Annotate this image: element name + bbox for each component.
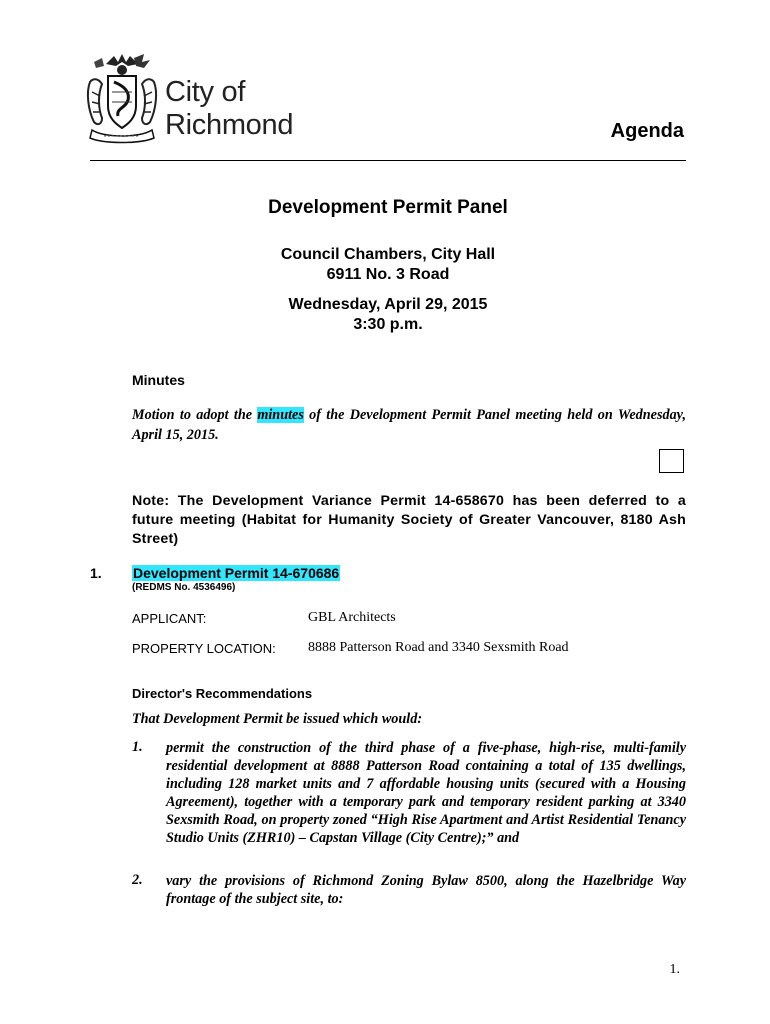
recommendations-heading: Director's Recommendations [132,686,313,701]
meeting-date: Wednesday, April 29, 2015 [288,296,488,313]
redms-reference: (REDMS No. 4536496) [132,582,236,593]
checkbox-icon[interactable] [659,449,684,473]
logo-line-2: Richmond [165,109,294,141]
page-number: 1. [669,962,680,977]
logo-line-1: City of [165,76,246,108]
motion-text-before: Motion to adopt the [132,407,258,423]
header-divider [90,160,686,161]
applicant-value: GBL Architects [308,610,396,625]
doc-type-label: Agenda [610,120,684,142]
motion-text-after: of the Development Permit Panel meeting held on Wednesday, April 15, 2015. [132,407,686,443]
logo-wordmark [165,76,293,142]
recommendation-number: 2. [132,872,143,888]
meeting-time: 3:30 p.m. [353,316,423,333]
recommendation-text: permit the construction of the third phase of a five-phase, high-rise, multi-family residential development at 8888 Patterson Road containing a total of 135 dwellings, including 128 market units and 7 affordable housing units (secured with a Housing Agreement), together with a temporary park and temporary resident parking at 3340 Sexsmith Road, on property zoned “High Rise Apartment and Artist Residential Tenancy Studio Units (ZHR10) – Capstan Village (City Centre);” and [166,740,686,846]
meeting-title: Development Permit Panel [268,197,508,218]
item-number: 1. [90,565,102,581]
item-title: Development Permit 14-670686 [133,565,340,581]
minutes-motion [132,405,686,445]
location-value: 8888 Patterson Road and 3340 Sexsmith Road [308,640,569,655]
recommendations-intro: That Development Permit be issued which would: [132,711,423,727]
venue-line-2: 6911 No. 3 Road [326,266,450,283]
city-crest-icon [84,52,160,144]
recommendation-text: vary the provisions of Richmond Zoning Bylaw 8500, along the Hazelbridge Way frontage of the subject site, to: [166,873,686,907]
location-label: PROPERTY LOCATION: [132,641,276,656]
recommendation-number: 1. [132,739,143,755]
minutes-heading: Minutes [132,372,185,388]
motion-highlight: minutes [257,407,304,423]
venue-line-1: Council Chambers, City Hall [280,246,496,263]
deferral-note: Note: The Development Variance Permit 14-658670 has been deferred to a future meeting (Habitat for Humanity Society of Greater Vancouver, 8180 Ash Street) [132,493,686,547]
applicant-label: APPLICANT: [132,611,207,626]
